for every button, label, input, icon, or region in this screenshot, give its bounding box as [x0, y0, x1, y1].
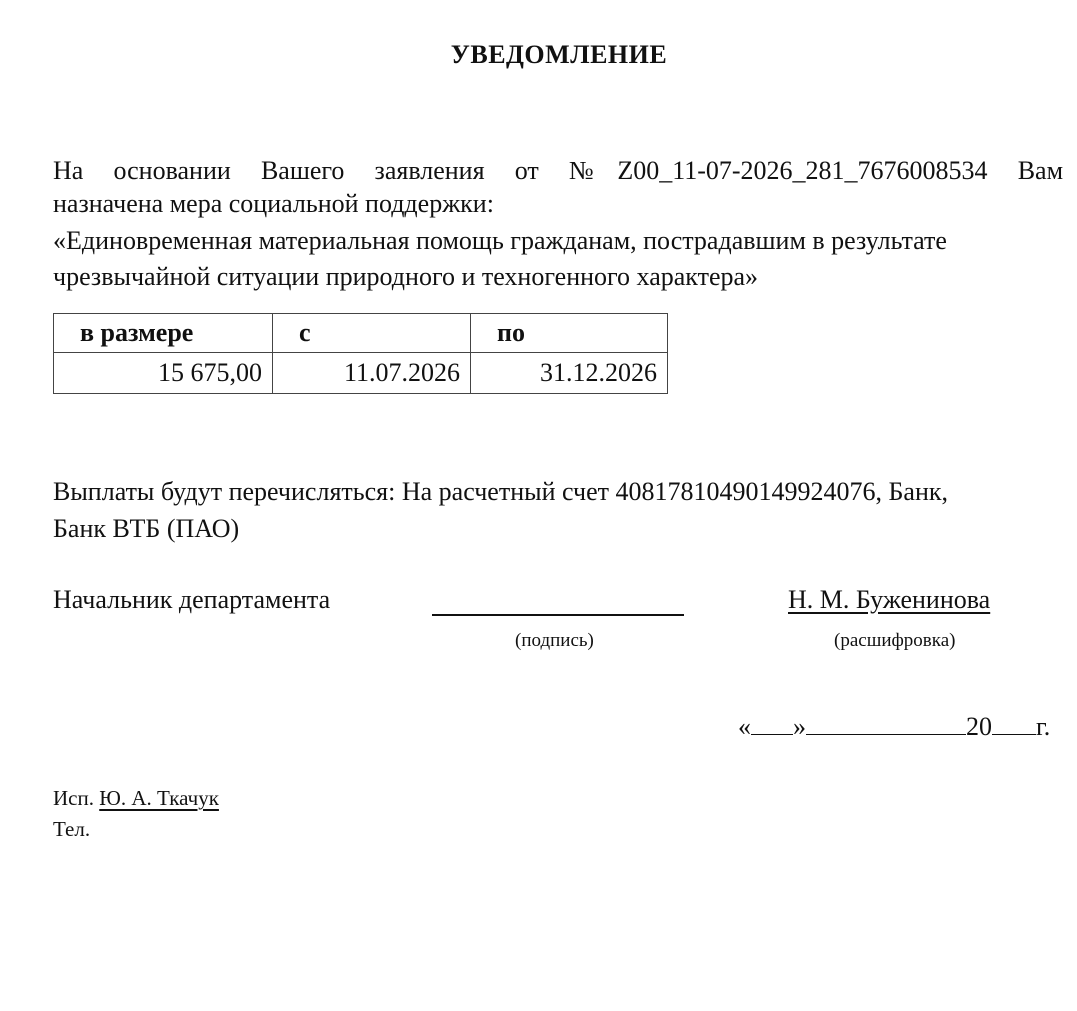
- payments-line-2: Банк ВТБ (ПАО): [53, 514, 240, 543]
- year-blank: [992, 712, 1036, 735]
- intro-paragraph: [53, 154, 1063, 293]
- date-open-quote: «: [738, 712, 751, 741]
- signatory-name: Н. М. Буженинова: [788, 585, 991, 614]
- table-row: [54, 353, 668, 394]
- phone-label: Тел.: [53, 817, 91, 841]
- signatory-position: Начальник департамента: [53, 585, 331, 614]
- intro-word: от: [514, 156, 539, 185]
- measure-line-2: чрезвычайной ситуации природного и техногенного характера»: [53, 262, 759, 291]
- signature-caption: (подпись): [515, 630, 594, 651]
- executor-line: [53, 786, 219, 811]
- signature-line: [432, 614, 684, 616]
- header-from: с: [273, 314, 471, 353]
- document-title: УВЕДОМЛЕНИЕ: [450, 40, 668, 69]
- name-caption: (расшифровка): [834, 630, 956, 651]
- payments-line-1: Выплаты будут перечисляться: На расчетный счет 40817810490149924076, Банк,: [53, 477, 949, 506]
- intro-word: Вашего: [260, 156, 345, 185]
- intro-line-1: [53, 154, 1063, 187]
- intro-word: заявления: [374, 156, 485, 185]
- table-header-row: [54, 314, 668, 353]
- intro-word: основании: [113, 156, 231, 185]
- application-number: №Z00_11-07-2026_281_7676008534: [568, 156, 988, 185]
- cell-amount: 15 675,00: [54, 353, 273, 394]
- intro-word: На: [53, 156, 84, 185]
- executor-name: Ю. А. Ткачук: [99, 786, 219, 810]
- month-blank: [806, 712, 966, 735]
- year-prefix: 20: [966, 712, 992, 741]
- intro-word: Вам: [1017, 156, 1064, 185]
- intro-line-2: назначена мера социальной поддержки:: [53, 189, 494, 218]
- amounts-table: [53, 313, 668, 394]
- executor-label: Исп.: [53, 786, 94, 810]
- day-blank: [751, 712, 793, 735]
- year-suffix: г.: [1036, 712, 1051, 741]
- date-close-quote: »: [793, 712, 806, 741]
- header-amount: в размере: [54, 314, 273, 353]
- header-to: по: [471, 314, 668, 353]
- cell-to-date: 31.12.2026: [471, 353, 668, 394]
- payments-paragraph: [53, 473, 1063, 547]
- cell-from-date: 11.07.2026: [273, 353, 471, 394]
- date-line: [738, 712, 1050, 742]
- measure-line-1: «Единовременная материальная помощь гражданам, пострадавшим в результате: [53, 226, 947, 255]
